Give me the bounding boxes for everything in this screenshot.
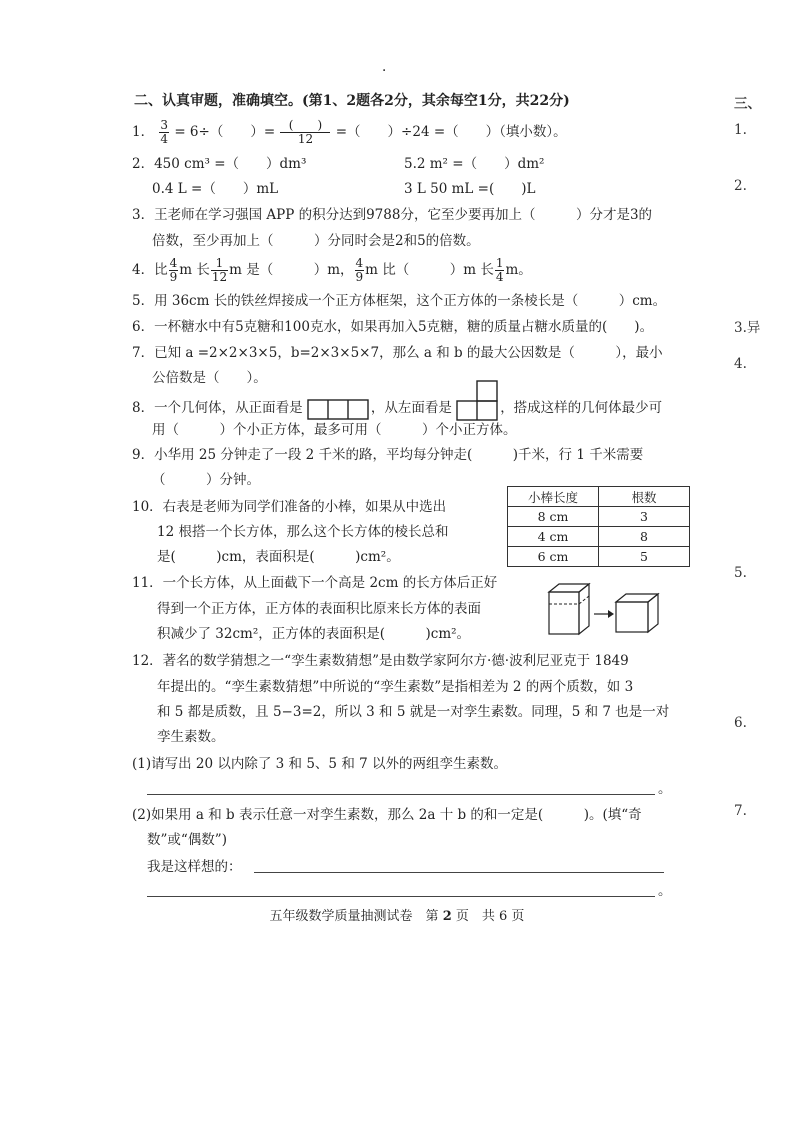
right-fragment-1: 1. — [734, 122, 747, 138]
q8-line2: 用（ ）个小正方体，最多可用（ ）个小正方体。 — [152, 422, 517, 438]
answer-line-3[interactable] — [147, 896, 655, 897]
page-number: 2 — [442, 909, 452, 924]
q8-line1: 8．一个几何体，从正面看是 ，从左面看是 ，搭成这样的几何体最少可 — [132, 393, 662, 423]
table-row: 8 cm 3 — [508, 507, 690, 527]
rod-count-header: 根数 — [599, 487, 690, 507]
answer-line-3-period: 。 — [658, 883, 672, 899]
fraction-4-9-b: $\frac{4}{9}$ — [355, 256, 364, 284]
right-fragment-4: 4. — [734, 356, 747, 372]
fraction-1-12: $\frac{1}{12}$ — [211, 256, 228, 284]
fraction-4-9: $\frac{4}{9}$ — [169, 256, 178, 284]
right-fragment-7: 7. — [734, 803, 747, 819]
q11-line1: 11．一个长方体，从上面截下一个高是 2cm 的长方体后正好 — [132, 575, 498, 591]
q1-text-a: = 6÷（ ）= — [174, 124, 276, 140]
q1-text-b: =（ ）÷24 =（ ）（填小数）。 — [335, 124, 567, 140]
table-row: 6 cm 5 — [508, 547, 690, 567]
q11-line2: 得到一个正方体，正方体的表面积比原来长方体的表面 — [157, 601, 481, 617]
right-section-fragment: 三、 — [734, 96, 761, 112]
question-5: 5．用 36cm 长的铁丝焊接成一个正方体框架，这个正方体的一条棱长是（ ）cm。 — [132, 293, 667, 309]
right-fragment-5: 5. — [734, 565, 747, 581]
fraction-3-4: $\frac{3}{4}$ — [160, 118, 169, 146]
q12-sub1: (1)请写出 20 以内除了 3 和 5、5 和 7 以外的两组孪生素数。 — [132, 756, 507, 772]
answer-line-2[interactable] — [254, 872, 664, 873]
q7-line1: 7．已知 a =2×2×3×5，b=2×3×5×7，那么 a 和 b 的最大公因数是（ ），最小 — [132, 345, 663, 361]
q12-line1: 12．著名的数学猜想之一“孪生素数猜想”是由数学家阿尔方·德·波利尼亚克于 1849 — [132, 653, 629, 669]
section-title: 二、认真审题，准确填空。(第1、2题各2分，其余每空1分，共22分) — [134, 93, 570, 109]
question-4: 4．比 $\frac{4}{9}$ m 长 $\frac{1}{12}$ m 是（ ）m， $\frac{4}{9}$ m 比（ ）m 长 $\frac{1}{4}$ m。 — [132, 256, 532, 284]
rod-table-header — [508, 487, 690, 507]
q10-line3: 是( )cm，表面积是( )cm²。 — [157, 549, 400, 565]
q2-line1b: 5.2 m² =（ ）dm² — [404, 156, 545, 172]
q11-line3: 积减少了 32cm²，正方体的表面积是( )cm²。 — [157, 626, 471, 642]
side-view-grid-icon — [456, 378, 500, 422]
q9-line2: （ ）分钟。 — [152, 472, 260, 488]
q1-number: 1． — [132, 124, 155, 140]
cuboid-to-cube-figure — [546, 580, 670, 638]
q12-sub2-line2: 数”或“偶数”) — [147, 832, 227, 848]
question-6: 6．一杯糖水中有5克糖和100克水，如果再加入5克糖，糖的质量占糖水质量的( )。 — [132, 319, 654, 335]
table-row: 4 cm 8 — [508, 527, 690, 547]
question-1 — [132, 118, 567, 146]
front-view-grid-icon — [307, 397, 371, 421]
rod-table — [507, 486, 690, 567]
q12-line4: 孪生素数。 — [157, 729, 225, 745]
right-fragment-3: 3.异 — [734, 320, 761, 336]
q7-line2: 公倍数是（ ）。 — [152, 370, 267, 386]
fraction-1-4: $\frac{1}{4}$ — [495, 256, 504, 284]
right-fragment-2: 2. — [734, 178, 747, 194]
q2-line2a: 0.4 L =（ ）mL — [152, 181, 279, 197]
q12-sub2-line1: (2)如果用 a 和 b 表示任意一对孪生素数，那么 2a 十 b 的和一定是( )。(填“奇 — [132, 807, 642, 823]
q12-line2: 年提出的。“孪生素数猜想”中所说的“孪生素数”是指相差为 2 的两个质数，如 3 — [157, 679, 634, 695]
top-dot: · — [382, 63, 387, 79]
answer-line-1[interactable] — [147, 794, 655, 795]
rod-length-header: 小棒长度 — [508, 487, 599, 507]
q12-line3: 和 5 都是质数，且 5−3=2，所以 3 和 5 就是一对孪生素数。同理，5 和 7 也是一对 — [157, 704, 670, 720]
right-fragment-6: 6. — [734, 715, 747, 731]
q2-line2b: 3 L 50 mL =( )L — [404, 181, 536, 197]
page-footer: 五年级数学质量抽测试卷 第 2 页 共 6 页 — [269, 909, 525, 924]
q3-line2: 倍数，至少再加上（ ）分同时会是2和5的倍数。 — [152, 233, 480, 249]
answer-line-1-period: 。 — [658, 781, 672, 797]
fraction-blank-12: $\frac{( )}{12}$ — [280, 119, 330, 146]
q10-line2: 12 根搭一个长方体，那么这个长方体的棱长总和 — [157, 524, 449, 540]
q10-line1: 10．右表是老师为同学们准备的小棒，如果从中选出 — [132, 499, 447, 515]
reasoning-label: 我是这样想的： — [147, 859, 242, 875]
q2-line1: 2．450 cm³ =（ ）dm³ — [132, 156, 307, 172]
q3-line1: 3．王老师在学习强国 APP 的积分达到9788分，它至少要再加上（ ）分才是3的 — [132, 207, 653, 223]
q9-line1: 9．小华用 25 分钟走了一段 2 千米的路，平均每分钟走( )千米，行 1 千米需要 — [132, 447, 644, 463]
